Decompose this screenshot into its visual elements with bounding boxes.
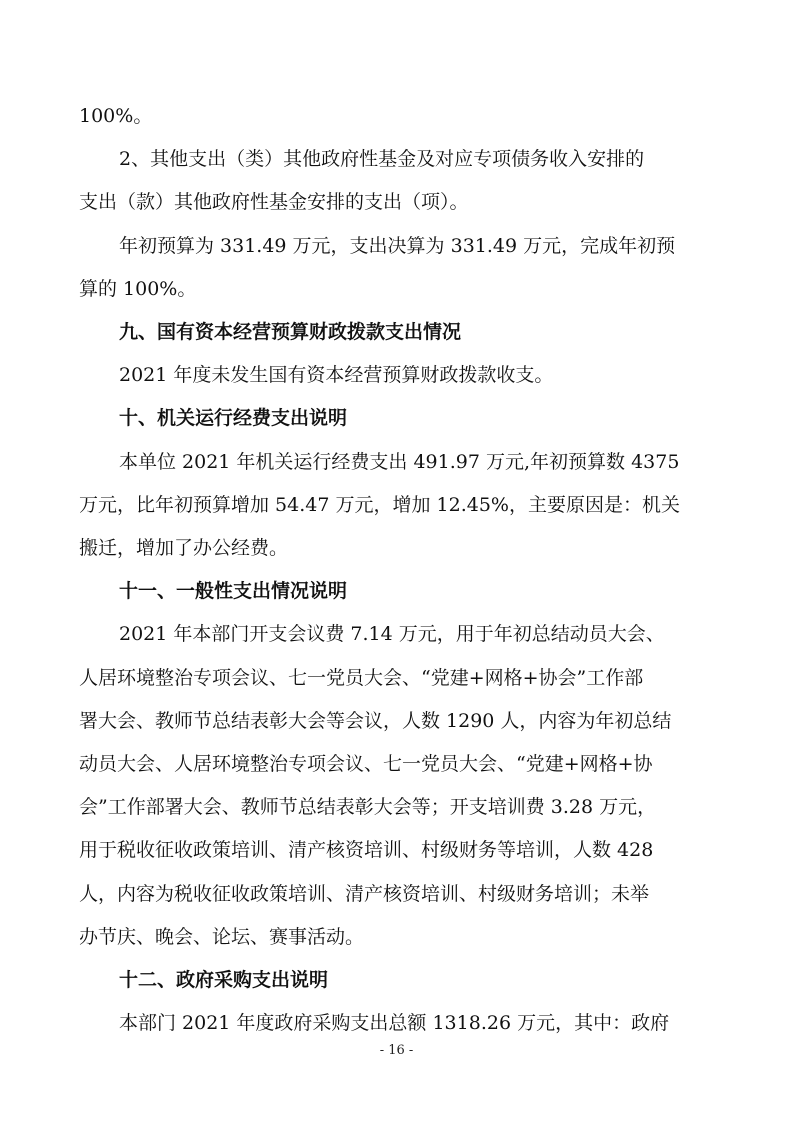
text-line-5: 算的 100%。: [79, 278, 197, 300]
text-line-15: 署大会、教师节总结表彰大会等会议，人数 1290 人，内容为年初总结: [79, 710, 672, 732]
text-line-22: 本部门 2021 年度政府采购支出总额 1318.26 万元，其中：政府: [119, 1012, 670, 1034]
text-line-16: 动员大会、人居环境整治专项会议、七一党员大会、“党建+网格+协: [79, 753, 653, 775]
page-number: - 16 -: [379, 1043, 414, 1058]
text-line-14: 人居环境整治专项会议、七一党员大会、“党建+网格+协会”工作部: [79, 667, 644, 689]
section-heading-9: 九、国有资本经营预算财政拨款支出情况: [119, 321, 462, 343]
text-line-11: 搬迁，增加了办公经费。: [79, 537, 289, 559]
text-line-10: 万元，比年初预算增加 54.47 万元，增加 12.45%，主要原因是：机关: [79, 494, 680, 516]
text-line-1: 100%。: [79, 105, 153, 127]
section-heading-11: 十一、一般性支出情况说明: [119, 580, 348, 602]
text-line-2: 2、其他支出（类）其他政府性基金及对应专项债务收入安排的: [119, 148, 645, 170]
text-line-18: 用于税收征收政策培训、清产核资培训、村级财务等培训，人数 428: [79, 839, 654, 861]
text-line-7: 2021 年度未发生国有资本经营预算财政拨款收支。: [119, 364, 554, 386]
text-line-13: 2021 年本部门开支会议费 7.14 万元，用于年初总结动员大会、: [119, 623, 665, 645]
text-line-20: 办节庆、晚会、论坛、赛事活动。: [79, 926, 365, 948]
section-heading-10: 十、机关运行经费支出说明: [119, 407, 348, 429]
text-line-4: 年初预算为 331.49 万元，支出决算为 331.49 万元，完成年初预: [119, 235, 676, 257]
text-line-9: 本单位 2021 年机关运行经费支出 491.97 万元,年初预算数 4375: [119, 451, 680, 473]
text-line-19: 人，内容为税收征收政策培训、清产核资培训、村级财务培训；未举: [79, 883, 650, 905]
section-heading-12: 十二、政府采购支出说明: [119, 969, 329, 991]
text-line-3: 支出（款）其他政府性基金安排的支出（项）。: [79, 191, 469, 213]
text-line-17: 会”工作部署大会、教师节总结表彰大会等；开支培训费 3.28 万元，: [79, 796, 657, 818]
